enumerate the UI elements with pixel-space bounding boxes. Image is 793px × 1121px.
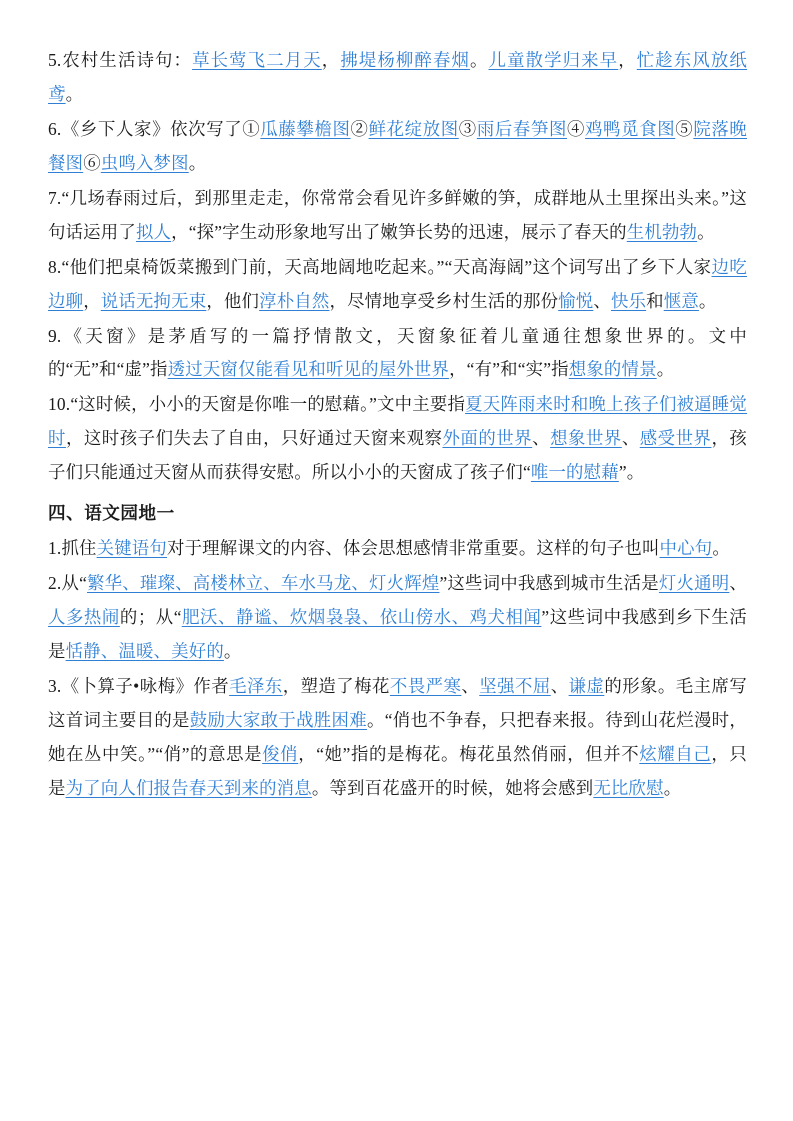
paragraph-q7 xyxy=(48,182,747,250)
answer-text: 儿童散学归来早 xyxy=(488,50,619,70)
answer-text: 想象的情景 xyxy=(568,359,657,380)
body-text: 的形象。毛主席写这首词主要目的是 xyxy=(48,676,747,731)
answer-text: 不畏严寒 xyxy=(389,676,462,697)
body-text: 6.《乡下人家》依次写了① xyxy=(48,118,261,139)
paragraph-q9 xyxy=(48,320,747,388)
answer-text: 无比欣慰 xyxy=(593,778,664,799)
body-text: 和 xyxy=(646,290,664,311)
answer-text: 中心句 xyxy=(659,538,713,559)
body-text: 。 xyxy=(698,290,717,311)
answer-text: 关键语句 xyxy=(96,538,167,559)
body-text: ③ xyxy=(458,118,477,139)
answer-text: 惬意 xyxy=(663,290,699,311)
answer-text: 想象世界 xyxy=(550,428,622,449)
body-text: 。 xyxy=(470,50,489,70)
body-text: 、 xyxy=(461,676,480,697)
body-text: ，他们 xyxy=(206,290,260,311)
body-text: 、 xyxy=(729,573,747,594)
answer-text: 鲜花绽放图 xyxy=(368,118,459,139)
answer-text: 草长莺飞二月天 xyxy=(192,50,322,70)
body-text: 5.农村生活诗句： xyxy=(48,50,193,70)
answer-text: 淳朴自然 xyxy=(259,290,330,311)
answer-text: 生机勃勃 xyxy=(626,221,698,242)
body-text: ， xyxy=(618,50,637,70)
answer-text: 忙趁东风放纸鸢 xyxy=(48,50,748,104)
answer-text: 拂堤杨柳醉春烟 xyxy=(340,50,471,70)
body-text: ”这些词中我感到城市生活是 xyxy=(439,573,659,594)
answer-text: 快乐 xyxy=(610,290,647,311)
answer-text: 透过天窗仅能看见和听见的屋外世界 xyxy=(167,359,450,380)
answer-text: 鸡鸭觅食图 xyxy=(585,118,676,139)
body-text: 1.抓住 xyxy=(48,538,97,559)
body-text: ， xyxy=(83,290,101,311)
answer-text: 人多热闹 xyxy=(48,607,120,628)
answer-text: 边吃边聊 xyxy=(48,256,747,311)
body-text: 对于理解课文的内容、体会思想感情非常重要。这样的句子也叫 xyxy=(167,538,660,559)
answer-text: 恬静、温暖、美好的 xyxy=(65,641,224,662)
body-text: 。 xyxy=(656,359,675,380)
body-text: ，“有”和“实”指 xyxy=(449,359,569,380)
body-text: ”这些词中我感到乡下生活是 xyxy=(48,607,747,662)
body-text: 、 xyxy=(621,428,640,449)
body-text: 。 xyxy=(65,83,84,104)
section-heading: 四、语文园地一 xyxy=(48,503,175,524)
body-text: 。等到百花盛开的时候，她将会感到 xyxy=(311,778,594,799)
body-text: 。“俏也不争春，只把春来报。待到山花烂漫时，她在丛中笑。”“俏”的意思是 xyxy=(48,710,747,765)
paragraph-q5 xyxy=(48,44,747,112)
body-text: 8.“他们把桌椅饭菜搬到门前，天高地阔地吃起来。”“天高海阔”这个词写出了乡下人家 xyxy=(48,256,712,277)
answer-text: 谦虚 xyxy=(568,676,605,697)
body-text: ，塑造了梅花 xyxy=(282,676,390,697)
answer-text: 夏天阵雨来时和晚上孩子们被逼睡觉时 xyxy=(48,394,748,449)
body-text: ，只是 xyxy=(48,744,747,799)
paragraph-q10 xyxy=(48,388,747,490)
answer-text: 俊俏 xyxy=(262,744,299,765)
answer-text: 灯火通明 xyxy=(658,573,730,594)
body-text: ， xyxy=(321,50,341,70)
answer-text: 感受世界 xyxy=(639,428,712,449)
body-text: 2.从“ xyxy=(48,573,88,594)
body-text: 10.“这时候，小小的天窗是你唯一的慰藉。”文中主要指 xyxy=(48,394,466,415)
body-text: ，“探”字生动形象地写出了嫩笋长势的迅速，展示了春天的 xyxy=(171,221,627,242)
answer-text: 雨后春笋图 xyxy=(476,118,568,139)
answer-text: 瓜藤攀檐图 xyxy=(260,118,351,139)
body-text: ⑤ xyxy=(675,118,694,139)
body-text: ，孩子们只能通过天窗从而获得安慰。所以小小的天窗成了孩子们“ xyxy=(48,428,748,483)
body-text: ，尽情地享受乡村生活的那份 xyxy=(329,290,559,311)
answer-text: 外面的世界 xyxy=(442,428,533,449)
answer-text: 说话无拘无束 xyxy=(100,290,207,311)
body-text: 、 xyxy=(532,428,551,449)
paragraph-q8 xyxy=(48,251,747,319)
answer-text: 繁华、璀璨、高楼林立、车水马龙、灯火辉煌 xyxy=(87,573,440,594)
body-text: 。 xyxy=(697,221,715,242)
answer-text: 炫耀自己 xyxy=(639,744,712,765)
paragraph-y1 xyxy=(48,532,747,566)
paragraph-q6 xyxy=(48,113,747,181)
answer-text: 虫鸣入梦图 xyxy=(100,152,189,173)
answer-text: 肥沃、静谧、炊烟袅袅、依山傍水、鸡犬相闻 xyxy=(181,607,542,628)
answer-text: 拟人 xyxy=(135,221,172,242)
answer-text: 唯一的慰藉 xyxy=(530,462,619,483)
answer-text: 坚强不屈 xyxy=(479,676,551,697)
answer-text: 院落晚餐图 xyxy=(48,118,747,173)
answer-text: 为了向人们报告春天到来的消息 xyxy=(65,778,312,799)
body-text: ⑥ xyxy=(83,152,101,173)
body-text: 7.“几场春雨过后，到那里走走，你常常会看见许多鲜嫩的笋，成群地从土里探出头来。”这句话运用了 xyxy=(48,187,747,242)
body-text: 、 xyxy=(550,676,569,697)
body-text: ② xyxy=(350,118,369,139)
body-text: ④ xyxy=(567,118,586,139)
body-text: 、 xyxy=(593,290,611,311)
body-text: 。 xyxy=(663,778,682,799)
body-text: ，“她”指的是梅花。梅花虽然俏丽，但并不 xyxy=(298,744,640,765)
body-text: 。 xyxy=(188,152,207,173)
body-text: 。 xyxy=(223,641,242,662)
body-text: ”。 xyxy=(618,462,645,483)
answer-text: 毛泽东 xyxy=(229,676,283,697)
body-text: ，这时孩子们失去了自由，只好通过天窗来观察 xyxy=(65,428,443,449)
body-text: 的；从“ xyxy=(119,607,182,628)
body-text: 。 xyxy=(712,538,730,559)
paragraph-y3 xyxy=(48,670,747,806)
body-text: 3.《卜算子•咏梅》作者 xyxy=(48,676,230,697)
answer-text: 愉悦 xyxy=(558,290,594,311)
paragraph-y2 xyxy=(48,567,747,669)
body-text: 9.《天窗》是茅盾写的一篇抒情散文，天窗象征着儿童通往想象世界的。文中的“无”和“虚”指 xyxy=(48,325,747,380)
answer-text: 鼓励大家敢于战胜困难 xyxy=(189,710,367,731)
